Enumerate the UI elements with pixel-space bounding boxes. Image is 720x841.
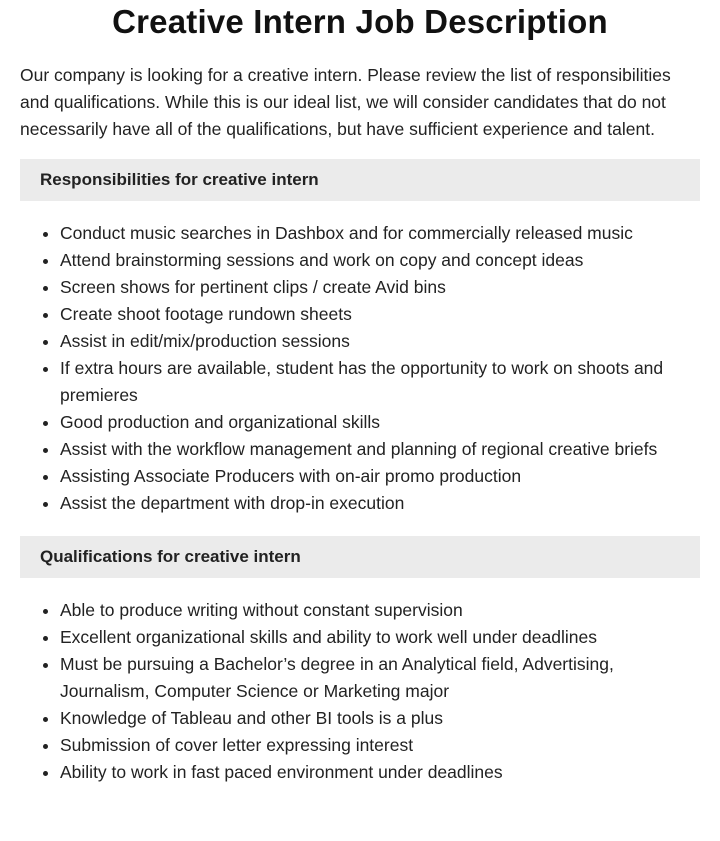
qualifications-list	[20, 597, 700, 786]
list-item: • If extra hours are available, student has the opportunity to work on shoots and premieres	[60, 355, 700, 409]
list-item: • Ability to work in fast paced environment under deadlines	[60, 759, 700, 786]
qualifications-heading: Qualifications for creative intern	[20, 536, 700, 578]
list-item: • Create shoot footage rundown sheets	[60, 301, 700, 328]
list-item: • Good production and organizational skills	[60, 409, 700, 436]
responsibilities-heading: Responsibilities for creative intern	[20, 159, 700, 201]
list-item: • Assist with the workflow management and planning of regional creative briefs	[60, 436, 700, 463]
list-item: • Must be pursuing a Bachelor’s degree in an Analytical field, Advertising, Journalism, Computer Science or Marketing major	[60, 651, 700, 705]
list-item: • Screen shows for pertinent clips / create Avid bins	[60, 274, 700, 301]
page-title: Creative Intern Job Description	[112, 3, 608, 40]
intro-paragraph: Our company is looking for a creative intern. Please review the list of responsibilities and qualifications. While this is our ideal list, we will consider candidates that do not necessarily have all of the qualifications, but have sufficient experience and talent.	[20, 65, 671, 139]
responsibilities-list	[20, 220, 700, 517]
list-item: • Excellent organizational skills and ability to work well under deadlines	[60, 624, 700, 651]
list-item: • Able to produce writing without constant supervision	[60, 597, 700, 624]
list-item: • Assisting Associate Producers with on-air promo production	[60, 463, 700, 490]
list-item: • Assist the department with drop-in execution	[60, 490, 700, 517]
list-item: • Knowledge of Tableau and other BI tools is a plus	[60, 705, 700, 732]
list-item: • Attend brainstorming sessions and work on copy and concept ideas	[60, 247, 700, 274]
list-item: • Submission of cover letter expressing interest	[60, 732, 700, 759]
list-item: • Assist in edit/mix/production sessions	[60, 328, 700, 355]
list-item: • Conduct music searches in Dashbox and for commercially released music	[60, 220, 700, 247]
